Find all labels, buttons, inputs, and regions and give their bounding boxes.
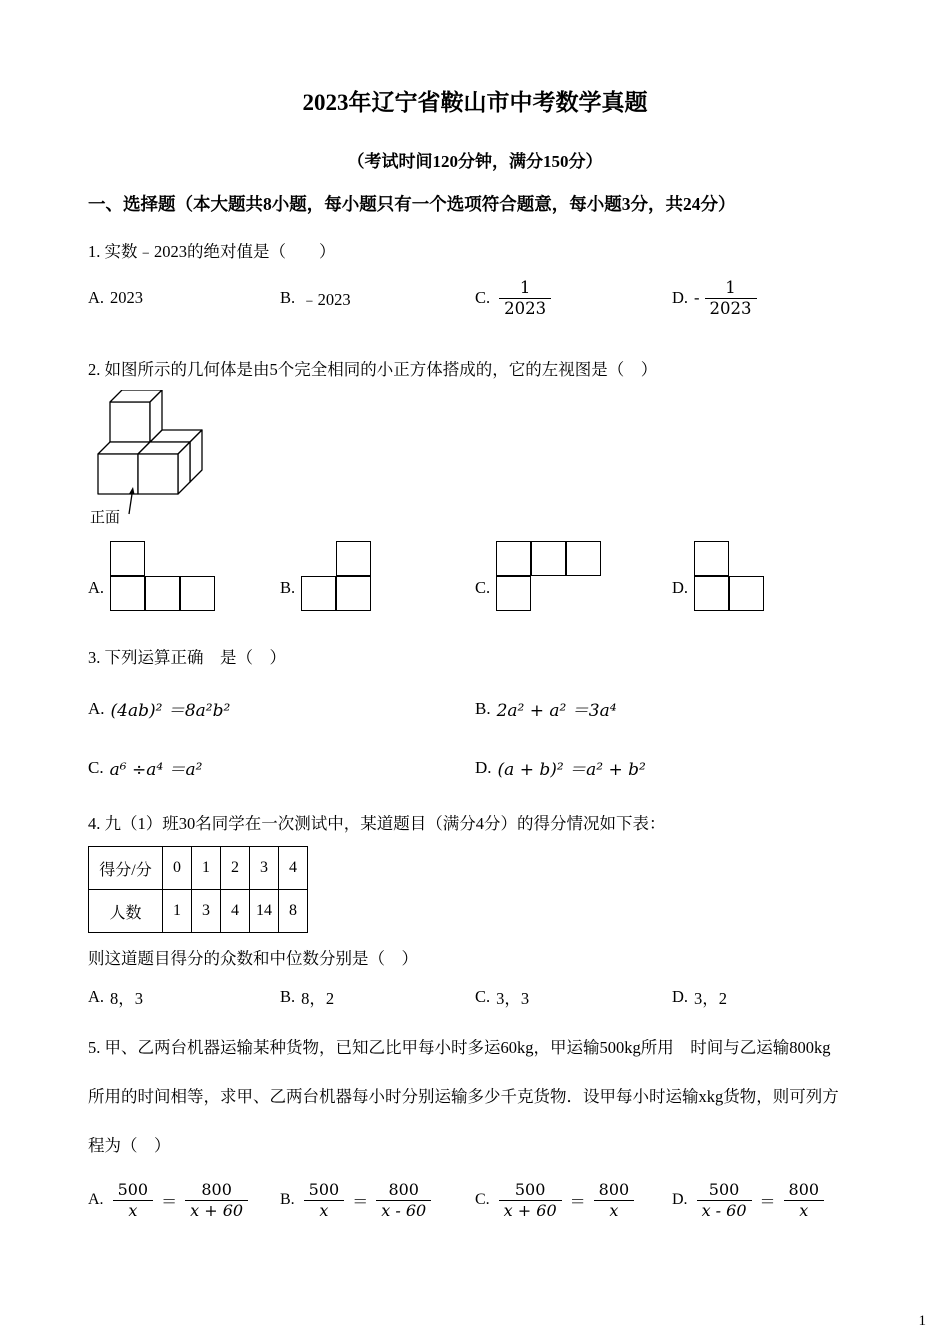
grid-square	[110, 541, 145, 576]
q2-option-a	[88, 541, 280, 612]
q1-option-a-label: A.	[88, 288, 105, 307]
q1-option-a	[88, 288, 280, 308]
q2-option-d-shape	[694, 541, 765, 612]
fraction-denominator: x	[609, 1200, 619, 1220]
q3-option-a-expression: (4ab)² ＝8a²b²	[110, 701, 231, 721]
q3-options	[88, 696, 862, 780]
fraction-denominator: x	[128, 1200, 138, 1220]
q5-stem-line-1: 5. 甲、乙两台机器运输某种货物，已知乙比甲每小时多运60kg，甲运输500kg所用 时间与乙运输800kg	[88, 1038, 831, 1057]
table-cell: 1	[192, 847, 221, 890]
q3-option-d	[475, 755, 862, 780]
table-cell: 1	[163, 890, 192, 933]
page-number: 1	[918, 1313, 926, 1329]
fraction-numerator: 500	[499, 1180, 562, 1200]
grid-square	[145, 576, 180, 611]
q1-option-b-label: B.	[280, 288, 296, 307]
q4-option-c	[475, 985, 672, 1009]
fraction	[697, 1180, 752, 1219]
q1-options	[88, 274, 862, 322]
table-cell: 3	[250, 847, 279, 890]
fraction-numerator: 1	[705, 278, 757, 299]
cube-stack	[98, 390, 202, 494]
q5-stem-line-2: 所用的时间相等，求甲、乙两台机器每小时分别运输多少千克货物．设甲每小时运输xkg货物，则可列方	[88, 1087, 839, 1106]
table-cell: 4	[279, 847, 308, 890]
q5-option-b-label: B.	[280, 1191, 295, 1208]
equals-sign: ＝	[352, 1193, 369, 1211]
fraction	[499, 278, 551, 319]
q3-option-d-label: D.	[475, 757, 492, 777]
q2-stem: 2. 如图所示的几何体是由5个完全相同的小正方体搭成的，它的左视图是（ ）	[88, 360, 658, 379]
q4-option-d	[672, 985, 862, 1009]
q5-option-d-label: D.	[672, 1191, 688, 1208]
fraction	[304, 1180, 345, 1219]
fraction	[376, 1180, 431, 1219]
q2-option-c-label: C.	[475, 578, 491, 597]
fraction-numerator: 800	[594, 1180, 635, 1200]
table-header-score: 得分/分	[89, 847, 163, 890]
q5-stem-line-3: 程为（ ）	[88, 1136, 171, 1155]
q3-option-d-expression: (a + b)² ＝a² + b²	[497, 760, 646, 780]
q1-stem: 1. 实数﹣2023的绝对值是（ ）	[88, 242, 336, 261]
fraction-numerator: 800	[784, 1180, 825, 1200]
q4-option-d-label: D.	[672, 987, 689, 1006]
q3-option-c-label: C.	[88, 757, 104, 777]
q5-option-a	[88, 1180, 280, 1219]
q4-option-a-text: 8，3	[110, 989, 144, 1008]
q1-option-d	[672, 278, 862, 319]
equals-sign: ＝	[759, 1193, 776, 1211]
fraction-denominator: x - 60	[701, 1200, 747, 1220]
q3-option-c	[88, 755, 475, 780]
grid-square	[301, 576, 336, 611]
equals-sign: ＝	[569, 1193, 586, 1211]
fraction-denominator: x - 60	[381, 1200, 427, 1220]
grid-square	[729, 576, 764, 611]
fraction-numerator: 500	[697, 1180, 752, 1200]
fraction-numerator: 500	[113, 1180, 154, 1200]
fraction	[705, 278, 757, 319]
equals-sign: ＝	[161, 1193, 178, 1211]
q5-option-a-label: A.	[88, 1191, 104, 1208]
q4-option-a-label: A.	[88, 987, 105, 1006]
q5-option-c-label: C.	[475, 1191, 490, 1208]
question-5	[88, 1034, 862, 1228]
q3-option-b-expression: 2a² + a² ＝3a⁴	[496, 701, 617, 721]
grid-square	[496, 576, 531, 611]
q4-option-d-text: 3，2	[694, 989, 728, 1008]
minus-sign: -	[694, 288, 700, 307]
fraction-numerator: 800	[376, 1180, 431, 1200]
q1-option-d-label: D.	[672, 288, 689, 307]
q4-option-b	[280, 985, 475, 1009]
q2-option-d-label: D.	[672, 578, 689, 597]
exam-subtitle: （考试时间120分钟，满分150分）	[347, 152, 603, 171]
table-cell: 3	[192, 890, 221, 933]
fraction-denominator: x + 60	[503, 1200, 557, 1220]
q4-option-c-text: 3，3	[496, 989, 530, 1008]
grid-square	[531, 541, 566, 576]
q1-option-c	[475, 278, 672, 319]
q3-option-a	[88, 696, 475, 721]
question-2	[88, 356, 862, 612]
q4-option-b-text: 8，2	[301, 989, 335, 1008]
fraction	[594, 1180, 635, 1219]
table-cell: 4	[221, 890, 250, 933]
q4-followup: 则这道题目得分的众数和中位数分别是（ ）	[88, 949, 418, 968]
grid-square	[110, 576, 145, 611]
q4-option-c-label: C.	[475, 987, 491, 1006]
table-cell: 8	[279, 890, 308, 933]
fraction-denominator: 2023	[709, 298, 752, 318]
q2-option-a-shape	[110, 541, 216, 612]
grid-square	[566, 541, 601, 576]
q4-option-a	[88, 985, 280, 1009]
q3-option-b-label: B.	[475, 698, 491, 718]
q1-option-c-label: C.	[475, 288, 491, 307]
q2-option-d	[672, 541, 862, 612]
q4-options	[88, 985, 862, 1009]
fraction-numerator: 500	[304, 1180, 345, 1200]
fraction	[784, 1180, 825, 1219]
question-3	[88, 644, 862, 780]
question-4	[88, 810, 862, 1009]
grid-square	[336, 576, 371, 611]
fraction	[499, 1180, 562, 1219]
q2-option-c-shape	[496, 541, 602, 612]
q3-stem: 3. 下列运算正确 是（ ）	[88, 648, 286, 667]
q5-option-b	[280, 1180, 475, 1219]
q2-option-b-label: B.	[280, 578, 296, 597]
section-heading: 一、选择题（本大题共8小题，每小题只有一个选项符合题意，每小题3分，共24分）	[88, 194, 736, 214]
fraction-denominator: x	[799, 1200, 809, 1220]
fraction-denominator: x	[319, 1200, 329, 1220]
grid-square	[694, 541, 729, 576]
q2-option-b	[280, 541, 475, 612]
q3-option-a-label: A.	[88, 698, 105, 718]
table-header-count: 人数	[89, 890, 163, 933]
q5-option-c	[475, 1180, 672, 1219]
q2-options	[88, 540, 862, 612]
front-face-label: 正面	[90, 510, 121, 526]
fraction-numerator: 800	[185, 1180, 248, 1200]
grid-square	[694, 576, 729, 611]
q1-option-b-text: ﹣2023	[301, 290, 351, 309]
fraction-denominator: x + 60	[190, 1200, 244, 1220]
q3-option-b	[475, 696, 862, 721]
q1-option-a-text: 2023	[110, 288, 144, 307]
fraction-numerator: 1	[499, 278, 551, 299]
q2-figure-wrap	[88, 390, 862, 526]
q2-option-a-label: A.	[88, 578, 105, 597]
q2-option-b-shape	[301, 541, 372, 612]
q2-option-c	[475, 541, 672, 612]
fraction-denominator: 2023	[504, 298, 547, 318]
q4-stem: 4. 九（1）班30名同学在一次测试中，某道题目（满分4分）的得分情况如下表：	[88, 814, 666, 833]
fraction	[113, 1180, 154, 1219]
table-cell: 0	[163, 847, 192, 890]
table-cell: 14	[250, 890, 279, 933]
cube-figure	[88, 390, 210, 526]
q4-option-b-label: B.	[280, 987, 296, 1006]
grid-square	[336, 541, 371, 576]
q3-option-c-expression: a⁶ ÷a⁴ ＝a²	[109, 760, 203, 780]
grid-square	[496, 541, 531, 576]
grid-square	[180, 576, 215, 611]
score-table	[88, 846, 308, 933]
q1-option-b	[280, 286, 475, 310]
fraction	[185, 1180, 248, 1219]
page-title: 2023年辽宁省鞍山市中考数学真题	[302, 90, 648, 115]
table-cell: 2	[221, 847, 250, 890]
q5-option-d	[672, 1180, 862, 1219]
table-row-counts	[89, 890, 308, 933]
question-1	[88, 238, 862, 322]
table-row-scores	[89, 847, 308, 890]
q5-options	[88, 1172, 862, 1228]
